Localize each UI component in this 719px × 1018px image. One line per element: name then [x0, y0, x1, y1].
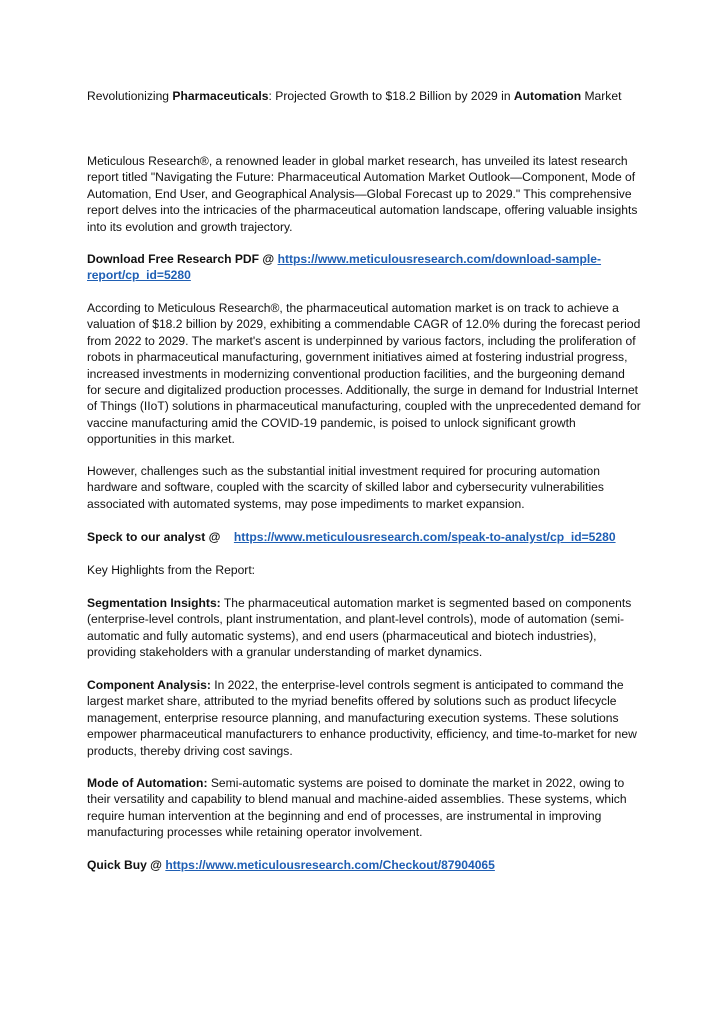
download-link[interactable]: https://www.meticulousresearch.com/download-sample-report/cp_id=5280 — [87, 252, 602, 283]
download-line — [87, 251, 642, 284]
component-label: Component Analysis: — [87, 678, 211, 692]
component-paragraph — [87, 677, 642, 759]
speak-line — [87, 529, 642, 545]
growth-paragraph: According to Meticulous Research®, the pharmaceutical automation market is on track to achieve a valuation of $18.2 billion by 2029, exhibiting a commendable CAGR of 12.0% during the forecast period from 2022 to 2029. The market's ascent is underpinned by various factors, including the proliferation of robots in pharmaceutical manufacturing, government initiatives aimed at fostering industrial progress, increased investments in modernizing conventional production facilities, and the burgeoning demand for secure and digitalized production processes. Additionally, the surge in demand for Industrial Internet of Things (IIoT) solutions in pharmaceutical manufacturing, coupled with the unprecedented demand for vaccine manufacturing amid the COVID-19 pandemic, is poised to unlock significant growth opportunities in this market. — [87, 301, 641, 447]
segmentation-text: The pharmaceutical automation market is segmented based on components (enterprise-level controls, plant instrumentation, and plant-level controls), mode of automation (semi-automatic and fully automatic systems), and end users (pharmaceutical and biotech industries), providing stakeholders with a granular understanding of market dynamics. — [87, 596, 632, 660]
title-keyword: Automation — [513, 89, 582, 103]
quickbuy-label: Quick Buy @ — [87, 858, 166, 872]
title-text: Market — [581, 89, 622, 103]
title-text: Revolutionizing — [87, 89, 173, 103]
title-text: : Projected Growth to $18.2 Billion by 2029 in — [268, 89, 514, 103]
speak-label: Speck to our analyst @ — [87, 530, 221, 544]
download-label: Download Free Research PDF @ — [87, 252, 278, 266]
component-text: In 2022, the enterprise-level controls segment is anticipated to command the largest market share, attributed to the myriad benefits offered by solutions such as product lifecycle management, enterprise resource planning, and manufacturing execution systems. These solutions empower pharmaceutical manufacturers to enhance productivity, efficiency, and time-to-market for new products, thereby driving cost savings. — [87, 678, 637, 758]
mode-paragraph — [87, 775, 642, 841]
quickbuy-link[interactable]: https://www.meticulousresearch.com/Checkout/87904065 — [165, 858, 495, 872]
document-title — [87, 88, 642, 104]
title-keyword: Pharmaceuticals — [172, 89, 269, 103]
highlights-heading: Key Highlights from the Report: — [87, 563, 256, 577]
intro-paragraph: Meticulous Research®, a renowned leader in global market research, has unveiled its latest research report titled "Navigating the Future: Pharmaceutical Automation Market Outlook—Component, Mode of Automation, End User, and Geographical Analysis—Global Forecast up to 2029." This comprehensive report delves into the intricacies of the pharmaceutical automation landscape, offering valuable insights into its evolution and growth trajectory. — [87, 154, 638, 234]
mode-label: Mode of Automation: — [87, 776, 208, 790]
segmentation-label: Segmentation Insights: — [87, 596, 221, 610]
quickbuy-line — [87, 857, 642, 873]
speak-link[interactable]: https://www.meticulousresearch.com/speak-to-analyst/cp_id=5280 — [233, 530, 616, 544]
challenges-paragraph: However, challenges such as the substantial initial investment required for procuring automation hardware and software, coupled with the scarcity of skilled labor and cybersecurity vulnerabilities associated with automated systems, may pose impediments to market expansion. — [87, 464, 604, 511]
segmentation-paragraph — [87, 595, 642, 661]
mode-text: Semi-automatic systems are poised to dominate the market in 2022, owing to their versatility and capability to blend manual and machine-aided assemblies. These systems, which require human intervention at the beginning and end of processes, are instrumental in improving manufacturing processes while retaining operator involvement. — [87, 776, 627, 840]
